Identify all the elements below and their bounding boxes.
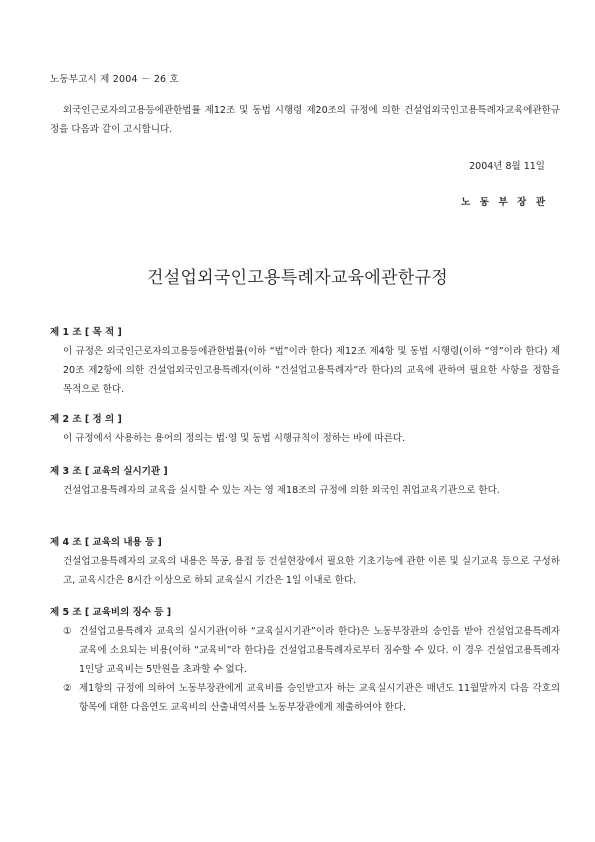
article-item-1 (50, 622, 560, 679)
document-title: 건설업외국인고용특례자교육에관한규정 (147, 268, 448, 288)
issue-date: 2004년 8월 11일 (469, 161, 545, 172)
article-3 (50, 462, 560, 500)
article-1 (50, 323, 560, 399)
article-body: 이 규정은 외국인근로자의고용등에관한법률(이하 “법”이라 한다) 제12조 제4항 및 동법 시행령(이하 “영”이라 한다) 제20조 제2항에 의한 건설업외국인고용특례자(이하 “건설업고용특례자”라 한다)의 교육에 관하여 필요한 사항을 정함을 목적으로 한다. (63, 346, 560, 395)
notice-number: 노동부고시 제 2004 － 26 호 (50, 74, 179, 85)
article-4 (50, 533, 560, 590)
article-body: 건설업고용특례자의 교육을 실시할 수 있는 자는 영 제18조의 규정에 의한 외국인 취업교육기관으로 한다. (63, 485, 500, 496)
intro-paragraph: 외국인근로자의고용등에관한법률 제12조 및 동법 시행령 제20조의 규정에 의한 건설업외국인고용특례자교육에관한규정을 다음과 같이 고시합니다. (50, 105, 560, 135)
article-heading: 제 3 조 [ 교육의 실시기관 ] (50, 466, 168, 477)
article-item-2 (50, 679, 560, 717)
article-body: 이 규정에서 사용하는 용어의 정의는 법·영 및 동법 시행규칙이 정하는 바에 따른다. (63, 433, 406, 444)
article-heading: 제 4 조 [ 교육의 내용 등 ] (50, 537, 162, 548)
item-marker: ② (63, 683, 72, 694)
article-2 (50, 410, 560, 448)
article-heading: 제 2 조 [ 정 의 ] (50, 414, 122, 425)
item-text: 건설업고용특례자 교육의 실시기관(이하 “교육실시기관”이라 한다)은 노동부장관의 승인을 받아 건설업고용특례자 교육에 소요되는 비용(이하 “교육비”라 한다)을 건설업고용특례자로부터 징수할 수 있다. 이 경우 건설업고용특례자 1인당 교육비는 5만원을 초과할 수 없다. (79, 626, 560, 675)
article-heading: 제 1 조 [ 목 적 ] (50, 327, 122, 338)
article-heading: 제 5 조 [ 교육비의 징수 등 ] (50, 607, 172, 618)
item-marker: ① (63, 626, 72, 637)
article-5 (50, 603, 560, 717)
item-text: 제1항의 규정에 의하여 노동부장관에게 교육비를 승인받고자 하는 교육실시기관은 매년도 11월말까지 다음 각호의 항목에 대한 다음연도 교육비의 산출내역서를 노동부장관에게 제출하여야 한다. (79, 683, 560, 713)
article-body: 건설업고용특례자의 교육의 내용은 목공, 용접 등 건설현장에서 필요한 기초기능에 관한 이론 및 실기교육 등으로 구성하고, 교육시간은 8시간 이상으로 하되 교육실시 기간은 1일 이내로 한다. (63, 556, 560, 586)
minister-signature: 노동부장관 (461, 197, 555, 208)
